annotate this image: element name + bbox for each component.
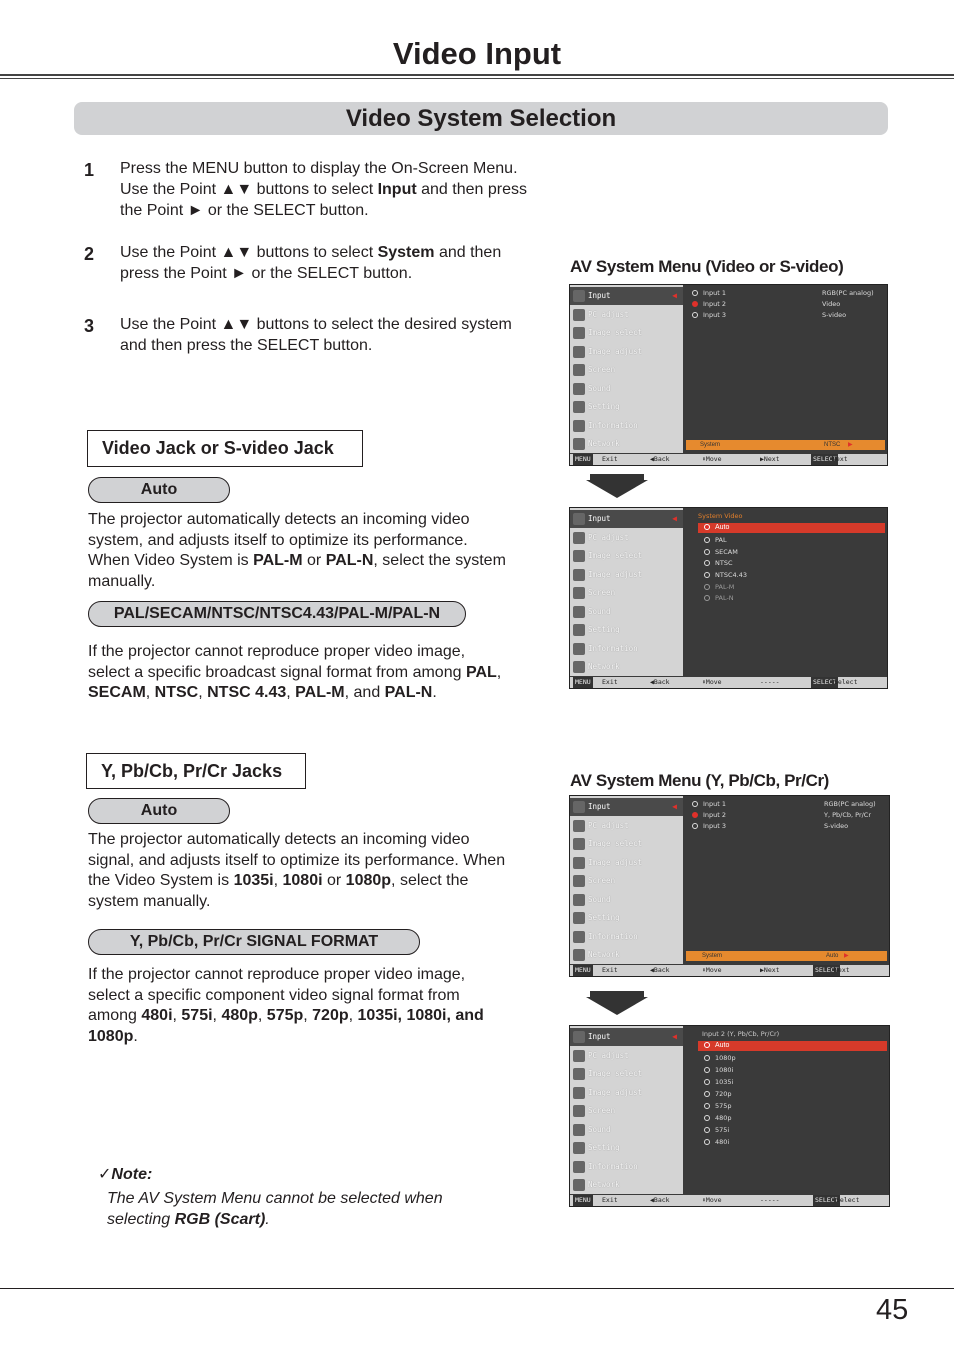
osd-sidebar-item[interactable] xyxy=(570,398,683,416)
osd-sidebar-label: Input xyxy=(588,291,611,300)
osd-system-bar[interactable]: System Auto ▶ xyxy=(686,951,887,961)
menu-item-icon xyxy=(573,569,585,581)
osd-sidebar-label: Network xyxy=(588,439,620,448)
menu-item-icon xyxy=(573,513,585,525)
osd-sidebar-item[interactable] xyxy=(570,817,683,835)
osd-menu-av-system-ypbpr xyxy=(569,795,890,977)
video-jack-heading: Video Jack or S-video Jack xyxy=(87,430,363,467)
arrow-right-icon: ▶ xyxy=(848,442,853,448)
osd-sidebar-item[interactable] xyxy=(570,1158,683,1176)
arrow-right-icon: ▶ xyxy=(844,953,849,959)
step-number-1: 1 xyxy=(84,160,95,180)
osd-sidebar-item[interactable] xyxy=(570,928,683,946)
osd-content xyxy=(698,510,885,674)
osd-sidebar-item[interactable] xyxy=(570,529,683,547)
down-arrow-icon xyxy=(586,474,648,498)
osd-sidebar-item[interactable] xyxy=(570,343,683,361)
osd-option-auto[interactable]: Auto xyxy=(698,523,885,533)
osd-sidebar-item[interactable] xyxy=(570,891,683,909)
osd-sidebar-item[interactable] xyxy=(570,435,683,453)
menu-item-icon xyxy=(573,1068,585,1080)
header-rule-thin xyxy=(0,78,954,79)
osd-sidebar-item[interactable] xyxy=(570,1065,683,1083)
osd-sidebar-label: PC adjust xyxy=(588,820,629,830)
osd-option[interactable]: NTSC xyxy=(704,559,733,567)
osd-sidebar-label: Network xyxy=(588,950,620,959)
osd-sidebar-item[interactable] xyxy=(570,417,683,435)
menu-item-icon xyxy=(573,1161,585,1173)
step-text-2: Use the Point ▲▼ buttons to select System and then press the Point ► or the SELECT button. xyxy=(120,244,502,282)
menu-item-icon xyxy=(573,346,585,358)
osd-sidebar-label: Screen xyxy=(588,365,616,374)
menu-item-icon xyxy=(573,912,585,924)
menu-item-icon xyxy=(573,875,585,887)
osd-sidebar-item[interactable] xyxy=(570,1102,683,1120)
osd-sidebar-label: Screen xyxy=(588,1106,616,1115)
osd-sidebar-item[interactable] xyxy=(570,1084,683,1102)
osd-sidebar-item[interactable] xyxy=(570,854,683,872)
ypbpr-format-label: Y, Pb/Cb, Pr/Cr SIGNAL FORMAT xyxy=(88,929,420,955)
menu-item-icon xyxy=(573,364,585,376)
osd-sidebar-item[interactable] xyxy=(570,566,683,584)
osd-menu-ypbpr-format xyxy=(569,1025,890,1207)
osd-sidebar-item[interactable] xyxy=(570,621,683,639)
menu-item-icon xyxy=(573,438,585,450)
osd-input-value: S-video xyxy=(824,822,849,830)
footer-rule xyxy=(0,1288,954,1289)
osd-sidebar-label: PC adjust xyxy=(588,532,629,542)
page-number: 45 xyxy=(876,1294,909,1326)
osd-input-value: S-video xyxy=(822,311,847,319)
osd-input-value: RGB(PC analog) xyxy=(822,289,874,297)
osd-sidebar-item[interactable] xyxy=(570,306,683,324)
menu-item-icon xyxy=(573,420,585,432)
osd-sidebar-label: Screen xyxy=(588,588,616,597)
osd-sidebar-item[interactable] xyxy=(570,361,683,379)
osd-sidebar xyxy=(570,285,683,453)
osd-sidebar-item[interactable] xyxy=(570,946,683,964)
video-format-text: If the projector cannot reproduce proper video image, select a specific broadcast signal format from among PAL, SECAM, NTSC, NTSC 4.43, PAL-M, and PAL-N. xyxy=(88,643,502,702)
osd-header: System Video xyxy=(698,512,743,520)
video-auto-text: The projector automatically detects an incoming video system, and adjusts itself to optimize its performance. When Video System is PAL-M or PAL-N, select the system manually. xyxy=(88,511,506,591)
osd-option[interactable]: PAL xyxy=(704,536,727,544)
osd-system-bar[interactable]: System NTSC ▶ xyxy=(686,440,885,450)
osd-sidebar-label: Setting xyxy=(588,402,620,411)
menu-item-icon xyxy=(573,661,585,673)
osd-bottom-bar: MENU Exit ◀ Back ⬍ Move ▶ Next SELECT Next xyxy=(570,454,887,465)
ypbpr-format-text: If the projector cannot reproduce proper video image, select a specific component video signal format from among 480i, 575i, 480p, 575p, 720p, 1035i, 1080i, and 1080p. xyxy=(88,966,484,1046)
osd-sidebar-item[interactable] xyxy=(570,798,683,816)
osd-sidebar-label: Sound xyxy=(588,383,611,393)
osd-input-value: Y, Pb/Cb, Pr/Cr xyxy=(824,811,872,819)
menu-item-icon xyxy=(573,949,585,961)
menu-item-icon xyxy=(573,838,585,850)
osd-sidebar-label: Information xyxy=(588,931,638,941)
osd-sidebar-label: Image adjust xyxy=(588,569,643,579)
ypbpr-auto-text: The projector automatically detects an incoming video signal, and adjusts itself to optimize its performance. When the Video System is 1035i, 1080i or 1080p, select the system manually. xyxy=(88,831,506,911)
osd-header: Input 2 (Y, Pb/Cb, Pr/Cr) xyxy=(702,1030,780,1038)
osd-sidebar-label: Information xyxy=(588,643,638,653)
osd-sidebar-item[interactable] xyxy=(570,584,683,602)
osd-sidebar-label: Image select xyxy=(588,839,643,848)
note-text: The AV System Menu cannot be selected when selecting RGB (Scart). xyxy=(107,1190,443,1228)
osd-option[interactable]: 480i xyxy=(704,1138,729,1146)
osd-sidebar-label: Image select xyxy=(588,328,643,337)
arrow-left-icon: ◀ xyxy=(672,291,677,300)
osd-sidebar-label: Setting xyxy=(588,625,620,634)
osd-input-row[interactable]: Input 3 xyxy=(692,822,726,830)
osd-sidebar xyxy=(570,1026,683,1194)
osd-sidebar-label: Setting xyxy=(588,1143,620,1152)
osd-option[interactable]: 1035i xyxy=(704,1078,733,1086)
osd-input-row[interactable]: Input 2 xyxy=(692,300,726,308)
osd-sidebar-label: Sound xyxy=(588,606,611,616)
osd-sidebar-label: PC adjust xyxy=(588,1050,629,1060)
menu-item-icon xyxy=(573,931,585,943)
page-title: Video Input xyxy=(392,36,562,71)
menu-item-icon xyxy=(573,327,585,339)
osd-sidebar-label: Sound xyxy=(588,1124,611,1134)
osd-bottom-bar: MENU Exit ◀ Back ⬍ Move ----- SELECT Select xyxy=(570,677,887,688)
menu-item-icon xyxy=(573,1142,585,1154)
osd-sidebar-label: Information xyxy=(588,420,638,430)
menu-item-icon xyxy=(573,1179,585,1191)
menu-item-icon xyxy=(573,801,585,813)
video-format-label: PAL/SECAM/NTSC/NTSC4.43/PAL-M/PAL-N xyxy=(88,601,466,627)
osd-input-row[interactable]: Input 3 xyxy=(692,311,726,319)
osd-sidebar-item[interactable] xyxy=(570,1121,683,1139)
osd-option[interactable]: SECAM xyxy=(704,548,738,556)
menu-item-icon xyxy=(573,290,585,302)
arrow-left-icon: ◀ xyxy=(672,1032,677,1041)
arrow-left-icon: ◀ xyxy=(672,802,677,811)
menu-item-icon xyxy=(573,894,585,906)
osd-content xyxy=(698,1028,887,1192)
header-rule xyxy=(0,74,954,76)
osd-sidebar-item[interactable] xyxy=(570,1047,683,1065)
caption-av-video: AV System Menu (Video or S-video) xyxy=(570,257,844,276)
step-text-3: Use the Point ▲▼ buttons to select the desired system and then press the SELECT button. xyxy=(120,316,512,354)
osd-input-row[interactable]: Input 2 xyxy=(692,811,726,819)
osd-input-value: RGB(PC analog) xyxy=(824,800,876,808)
osd-sidebar-item[interactable] xyxy=(570,324,683,342)
osd-sidebar-item[interactable] xyxy=(570,603,683,621)
osd-sidebar-label: Input xyxy=(588,1032,611,1041)
note-heading: ✓Note: xyxy=(98,1166,153,1183)
osd-sidebar-label: Image adjust xyxy=(588,857,643,867)
osd-sidebar-label: Information xyxy=(588,1161,638,1171)
menu-item-icon xyxy=(573,309,585,321)
osd-option[interactable]: 1080i xyxy=(704,1066,733,1074)
osd-sidebar-item[interactable] xyxy=(570,872,683,890)
menu-item-icon xyxy=(573,820,585,832)
osd-sidebar-label: Image select xyxy=(588,551,643,560)
menu-item-icon xyxy=(573,1050,585,1062)
osd-sidebar-item[interactable] xyxy=(570,1028,683,1046)
osd-sidebar-label: Network xyxy=(588,662,620,671)
osd-sidebar-label: Sound xyxy=(588,894,611,904)
step-text-1: Press the MENU button to display the On-Screen Menu. Use the Point ▲▼ buttons to select Input and then press the Point ► or the SELECT button. xyxy=(120,160,527,219)
step-number-2: 2 xyxy=(84,244,95,264)
osd-option[interactable]: NTSC4.43 xyxy=(704,571,747,579)
down-arrow-icon xyxy=(586,991,648,1015)
menu-item-icon xyxy=(573,532,585,544)
caption-av-ypbpr: AV System Menu (Y, Pb/Cb, Pr/Cr) xyxy=(570,771,829,790)
osd-sidebar-label: Setting xyxy=(588,913,620,922)
osd-input-row[interactable]: Input 1 xyxy=(692,289,726,297)
osd-sidebar-label: Image adjust xyxy=(588,346,643,356)
osd-option[interactable]: 575i xyxy=(704,1126,729,1134)
osd-sidebar-item[interactable] xyxy=(570,835,683,853)
menu-item-icon xyxy=(573,624,585,636)
menu-item-icon xyxy=(573,857,585,869)
osd-sidebar-item[interactable] xyxy=(570,1139,683,1157)
ypbpr-jack-heading: Y, Pb/Cb, Pr/Cr Jacks xyxy=(86,753,306,789)
osd-sidebar-item[interactable] xyxy=(570,380,683,398)
osd-sidebar-item[interactable] xyxy=(570,547,683,565)
osd-option[interactable]: 575p xyxy=(704,1102,732,1110)
osd-sidebar-label: Input xyxy=(588,802,611,811)
osd-sidebar-label: Screen xyxy=(588,876,616,885)
osd-input-value: Video xyxy=(822,300,841,308)
osd-option[interactable]: PAL-M xyxy=(704,583,734,591)
osd-option[interactable]: 1080p xyxy=(704,1054,736,1062)
ypbpr-auto-label: Auto xyxy=(88,798,230,824)
osd-content xyxy=(686,287,885,451)
osd-menu-av-system-video xyxy=(569,284,888,466)
osd-bottom-bar: MENU Exit ◀ Back ⬍ Move ▶ Next SELECT Next xyxy=(570,965,889,976)
arrow-left-icon: ◀ xyxy=(672,514,677,523)
menu-item-icon xyxy=(573,1031,585,1043)
osd-sidebar-label: Image adjust xyxy=(588,1087,643,1097)
video-auto-label: Auto xyxy=(88,477,230,503)
osd-sidebar-item[interactable] xyxy=(570,1176,683,1194)
osd-sidebar-label: PC adjust xyxy=(588,309,629,319)
osd-content xyxy=(686,798,887,962)
osd-option[interactable]: 480p xyxy=(704,1114,732,1122)
osd-sidebar xyxy=(570,508,683,676)
menu-item-icon xyxy=(573,606,585,618)
menu-item-icon xyxy=(573,550,585,562)
menu-item-icon xyxy=(573,383,585,395)
checkmark-icon: ✓ xyxy=(98,1166,112,1183)
osd-sidebar xyxy=(570,796,683,964)
osd-menu-system-video xyxy=(569,507,888,689)
step-number-3: 3 xyxy=(84,316,95,336)
menu-item-icon xyxy=(573,643,585,655)
osd-option[interactable]: PAL-N xyxy=(704,594,734,602)
osd-sidebar-label: Input xyxy=(588,514,611,523)
osd-sidebar-item[interactable] xyxy=(570,640,683,658)
menu-item-icon xyxy=(573,1087,585,1099)
osd-option[interactable]: 720p xyxy=(704,1090,732,1098)
osd-input-row[interactable]: Input 1 xyxy=(692,800,726,808)
menu-item-icon xyxy=(573,401,585,413)
menu-item-icon xyxy=(573,1105,585,1117)
osd-option-auto[interactable]: Auto xyxy=(698,1041,887,1051)
section-heading: Video System Selection xyxy=(74,102,888,135)
menu-item-icon xyxy=(573,587,585,599)
osd-sidebar-item[interactable] xyxy=(570,510,683,528)
osd-sidebar-item[interactable] xyxy=(570,658,683,676)
menu-item-icon xyxy=(573,1124,585,1136)
osd-sidebar-item[interactable] xyxy=(570,287,683,305)
osd-sidebar-label: Image select xyxy=(588,1069,643,1078)
osd-bottom-bar: MENU Exit ◀ Back ⬍ Move ----- SELECT Select xyxy=(570,1195,889,1206)
osd-sidebar-label: Network xyxy=(588,1180,620,1189)
osd-sidebar-item[interactable] xyxy=(570,909,683,927)
